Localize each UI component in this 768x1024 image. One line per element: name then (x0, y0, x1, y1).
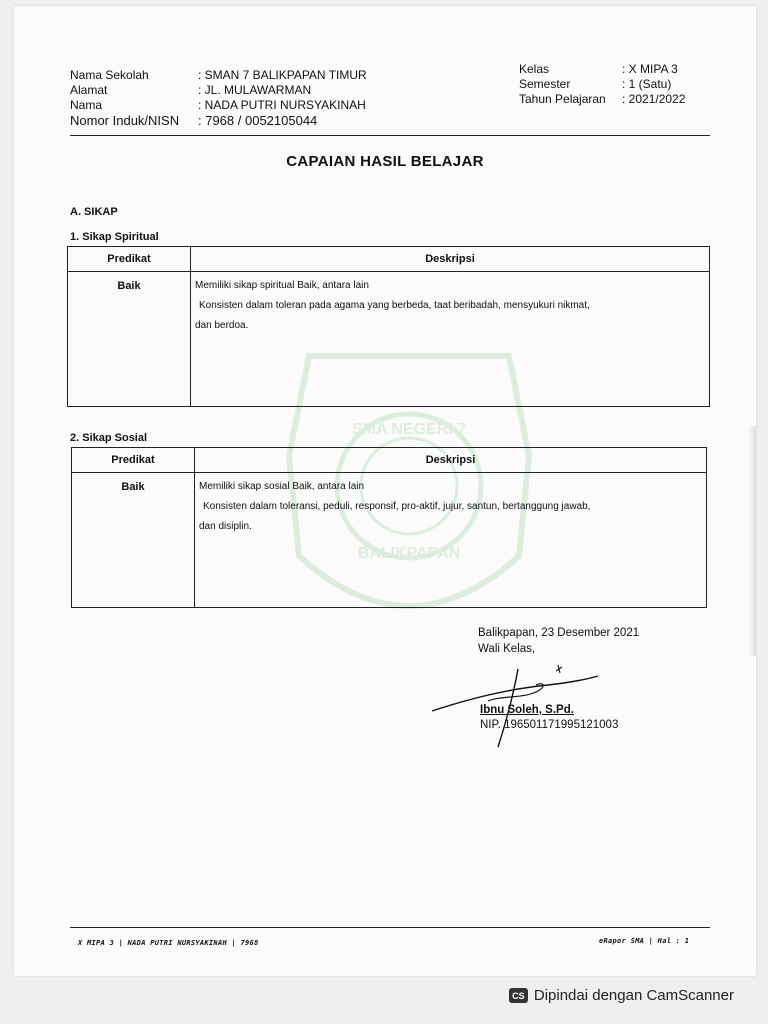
predikat-header: Predikat (72, 448, 195, 473)
header-value: : JL. MULAWARMAN (198, 83, 312, 97)
header-label: Semester (519, 77, 571, 91)
header-row-nisn (70, 113, 367, 128)
header-value: : 7968 / 0052105044 (198, 113, 318, 128)
table-row (68, 272, 710, 407)
deskripsi-line: Memiliki sikap spiritual Baik, antara lain (195, 280, 369, 291)
table-header-row (68, 247, 710, 272)
place-date: Balikpapan, 23 Desember 2021 (478, 627, 640, 639)
deskripsi-line: Konsisten dalam toleransi, peduli, responsif, pro-aktif, jujur, santun, bertanggung jawab, (203, 501, 591, 512)
header-value: : NADA PUTRI NURSYAKINAH (198, 98, 366, 112)
table-row (72, 473, 707, 608)
header-label: Tahun Pelajaran (519, 92, 606, 106)
header-row-name (70, 98, 367, 113)
deskripsi-line: dan berdoa. (195, 320, 249, 331)
header-label: Nomor Induk/NISN (70, 113, 180, 128)
camscanner-label (509, 987, 734, 1004)
deskripsi-cell (191, 272, 710, 407)
watermark-text-top: SMA NEGERI 7 (351, 421, 467, 438)
spiritual-table (67, 246, 710, 407)
header-right (519, 62, 685, 107)
header-row-school (70, 68, 367, 83)
scan-shadow (748, 426, 756, 656)
header-value: : X MIPA 3 (622, 62, 678, 76)
footer-divider (70, 927, 710, 928)
header-label: Alamat (70, 83, 108, 97)
signer-name: Ibnu Soleh, S.Pd. (480, 704, 574, 716)
signer-role: Wali Kelas, (478, 643, 536, 655)
footer-right: eRapor SMA | Hal : 1 (599, 937, 690, 945)
camscanner-logo-icon: CS (509, 988, 528, 1003)
header-value: : SMAN 7 BALIKPAPAN TIMUR (198, 68, 367, 82)
predikat-header: Predikat (68, 247, 191, 272)
header-left (70, 68, 367, 128)
header-row-semester (519, 77, 685, 92)
header-value: : 2021/2022 (622, 92, 686, 106)
header-row-address (70, 83, 367, 98)
deskripsi-header: Deskripsi (191, 247, 710, 272)
table-header-row (72, 448, 707, 473)
camscanner-text: Dipindai dengan CamScanner (533, 987, 734, 1004)
predikat-value: Baik (68, 272, 191, 407)
spiritual-heading: 1. Sikap Spiritual (70, 231, 159, 243)
header-label: Kelas (519, 62, 550, 76)
header-label: Nama (70, 98, 103, 112)
signer-nip: NIP. 196501171995121003 (480, 719, 619, 731)
deskripsi-line: Konsisten dalam toleran pada agama yang berbeda, taat beribadah, mensyukuri nikmat, (199, 300, 590, 311)
header-label: Nama Sekolah (70, 68, 149, 82)
watermark-text-bottom: BALIKPAPAN (357, 545, 461, 562)
header-row-class (519, 62, 685, 77)
social-table (71, 447, 707, 608)
deskripsi-line: Memiliki sikap sosial Baik, antara lain (199, 481, 365, 492)
predikat-value: Baik (72, 473, 195, 608)
deskripsi-cell (195, 473, 707, 608)
document-page (14, 6, 756, 976)
header-row-year (519, 92, 685, 107)
header-value: : 1 (Satu) (622, 77, 672, 91)
section-a-heading: A. SIKAP (70, 206, 118, 218)
social-heading: 2. Sikap Sosial (70, 432, 148, 444)
page-title: CAPAIAN HASIL BELAJAR (286, 153, 484, 170)
deskripsi-header: Deskripsi (195, 448, 707, 473)
footer-left: X MIPA 3 | NADA PUTRI NURSYAKINAH | 7968 (78, 939, 259, 947)
deskripsi-line: dan disiplin. (199, 521, 252, 532)
header-divider (70, 135, 710, 136)
